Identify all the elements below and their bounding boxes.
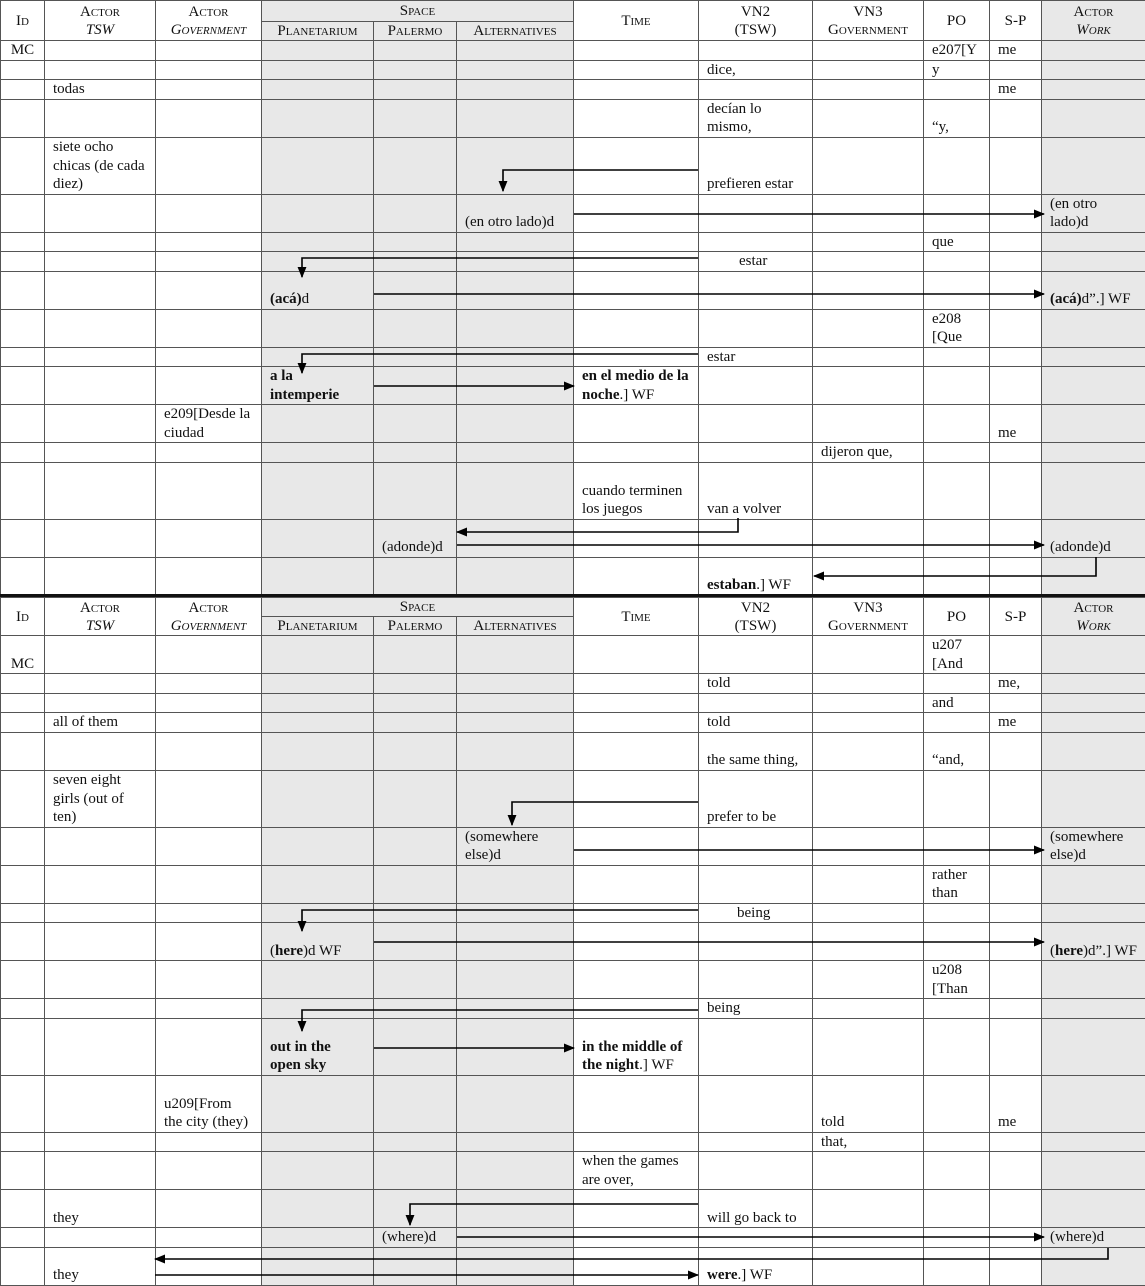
header-actor-government: Actor Government <box>156 1 262 41</box>
table-row: decían lo mismo, “y, <box>1 99 1145 137</box>
header-po: PO <box>924 1 990 41</box>
table-row: u209[From the city (they) told me <box>1 1075 1145 1132</box>
table-row: (acá)d (acá)d”.] WF <box>1 271 1145 309</box>
table-row: the same thing, “and, <box>1 732 1145 770</box>
english-table-header <box>1 598 1145 636</box>
table-row: estar <box>1 252 1145 272</box>
header-alternatives: Alternatives <box>457 617 574 636</box>
table-row: told me, <box>1 674 1145 694</box>
table-row: (adonde)d (adonde)d <box>1 519 1145 557</box>
header-vn2: VN2 (TSW) <box>699 1 813 41</box>
table-row: cuando terminen los juegos van a volver <box>1 462 1145 519</box>
header-actor-government: Actor Government <box>156 598 262 636</box>
table-row: (where)d (where)d <box>1 1228 1145 1248</box>
header-planetarium: Planetarium <box>262 617 374 636</box>
header-actor-work: Actor Work <box>1042 598 1145 636</box>
header-actor-tsw: Actor TSW <box>45 1 156 41</box>
header-id: Id <box>1 1 45 41</box>
table-row: a la intemperie en el medio de la noche.] WF <box>1 367 1145 405</box>
table-row: u208 [Than <box>1 961 1145 999</box>
table-row: being <box>1 999 1145 1019</box>
table-row: when the games are over, <box>1 1152 1145 1190</box>
table-row: estar <box>1 347 1145 367</box>
table-row: out in the open sky in the middle of the night.] WF <box>1 1018 1145 1075</box>
header-actor-work: Actor Work <box>1042 1 1145 41</box>
table-row: todas me <box>1 80 1145 100</box>
table-row: all of them told me <box>1 713 1145 733</box>
table-row: MC e207[Y me <box>1 41 1145 61</box>
header-vn3: VN3 Government <box>813 598 924 636</box>
table-row: seven eight girls (out of ten) prefer to be <box>1 770 1145 827</box>
header-id: Id <box>1 598 45 636</box>
table-row: rather than <box>1 865 1145 903</box>
table-row: dice, y <box>1 60 1145 80</box>
header-space: Space <box>262 1 574 22</box>
table-row: and <box>1 693 1145 713</box>
table-row: that, <box>1 1132 1145 1152</box>
header-actor-tsw: Actor TSW <box>45 598 156 636</box>
header-vn3: VN3 Government <box>813 1 924 41</box>
header-time: Time <box>574 1 699 41</box>
table-row: dijeron que, <box>1 443 1145 463</box>
spanish-transcript-table <box>0 0 1145 596</box>
header-sp: S-P <box>990 1 1042 41</box>
header-time: Time <box>574 598 699 636</box>
header-palermo: Palermo <box>374 617 457 636</box>
table-row: e208 [Que <box>1 309 1145 347</box>
table-row: (here)d WF (here)d”.] WF <box>1 923 1145 961</box>
spanish-table-header <box>1 1 1145 41</box>
table-row: que <box>1 232 1145 252</box>
header-planetarium: Planetarium <box>262 22 374 41</box>
table-row: (en otro lado)d (en otro lado)d <box>1 194 1145 232</box>
table-row: estaban.] WF <box>1 557 1145 595</box>
table-row: they were.] WF <box>1 1247 1145 1285</box>
english-transcript-table <box>0 597 1145 1286</box>
table-row: they will go back to <box>1 1190 1145 1228</box>
table-row: e209[Desde la ciudad me <box>1 405 1145 443</box>
header-po: PO <box>924 598 990 636</box>
header-space: Space <box>262 598 574 617</box>
header-alternatives: Alternatives <box>457 22 574 41</box>
header-sp: S-P <box>990 598 1042 636</box>
table-row: being <box>1 903 1145 923</box>
header-vn2: VN2 (TSW) <box>699 598 813 636</box>
header-palermo: Palermo <box>374 22 457 41</box>
table-row: MC u207 [And <box>1 636 1145 674</box>
table-row: (somewhere else)d (somewhere else)d <box>1 827 1145 865</box>
table-row: siete ocho chicas (de cada diez) prefieren estar <box>1 137 1145 194</box>
